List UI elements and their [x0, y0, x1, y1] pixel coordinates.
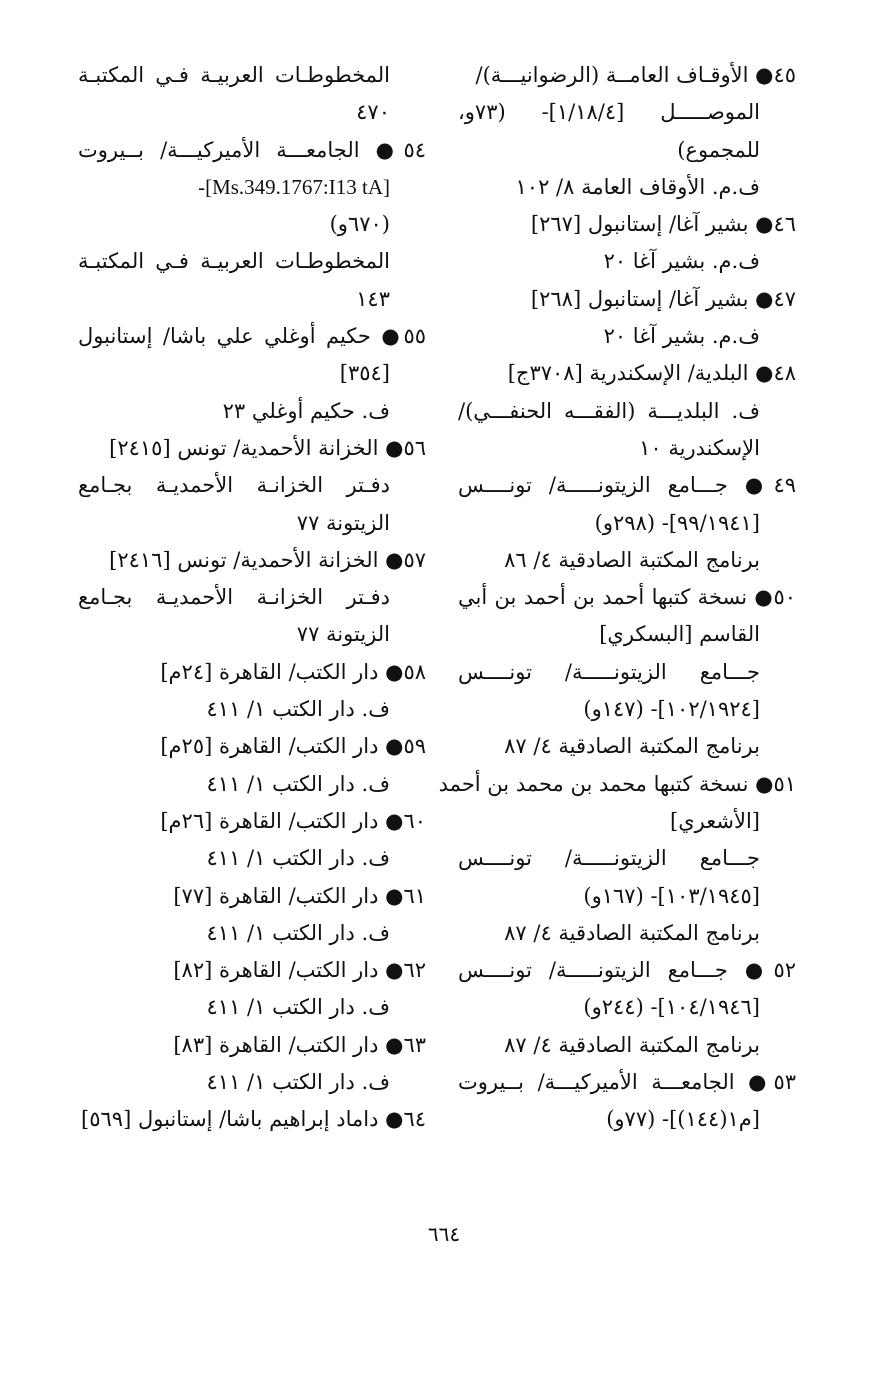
catalog-entry-heading: ٤٦● بشير آغا/ إستانبول [٢٦٧] — [530, 212, 796, 237]
catalog-entry-line: [م١(١٤٤)]- (٧٧و) — [606, 1107, 760, 1132]
catalog-entry-line: المخطوطـات العربيـة فـي المكتبـة — [78, 249, 390, 274]
catalog-entry-line: -[Ms.349.1767:I13 tA] — [198, 174, 390, 199]
catalog-entry-line: المخطوطـات العربيـة فـي المكتبـة — [78, 63, 390, 87]
catalog-entry-line: ف. دار الكتب ١/ ٤١١ — [206, 846, 390, 871]
catalog-entry-heading: ٥٥● حكيم أوغلي علي باشا/ إستانبول — [78, 324, 426, 349]
catalog-entry-line: ف. دار الكتب ١/ ٤١١ — [206, 771, 390, 796]
catalog-entry-line: [٩٩/١٩٤١]- (٢٩٨و) — [594, 510, 760, 535]
catalog-entry-line: الإسكندرية ١٠ — [639, 435, 760, 460]
catalog-entry-line: ف.م. بشير آغا ٢٠ — [603, 324, 760, 349]
catalog-entry-heading: ٦٢● دار الكتب/ القاهرة [٨٢] — [173, 958, 426, 983]
catalog-entry-line: ف. حكيم أوغلي ٢٣ — [222, 398, 390, 423]
catalog-entry-line: ف. البلديـــة (الفقـــه الحنفـــي)/ — [458, 398, 760, 423]
catalog-entry-heading: ٤٨● البلدية/ الإسكندرية [٣٧٠٨ج] — [507, 361, 796, 386]
catalog-entry-line: (٦٧٠و) — [329, 212, 390, 237]
catalog-entry-heading: ٦٣● دار الكتب/ القاهرة [٨٣] — [173, 1032, 426, 1057]
catalog-entry-line: برنامج المكتبة الصادقية ٤/ ٨٦ — [504, 547, 760, 572]
catalog-entry-heading: ٤٩● جـــامع الزيتونـــــة/ تونــــس — [458, 473, 796, 498]
catalog-entry-heading: ٥٣● الجامعـــة الأميركيـــة/ بــيروت — [458, 1070, 796, 1095]
catalog-entry-heading: ٥٢● جـــامع الزيتونـــــة/ تونــــس — [458, 958, 796, 983]
catalog-entry-line: للمجموع) — [677, 137, 760, 162]
catalog-entry-heading: ٥٠● نسخة كتبها أحمد بن أحمد بن أبي — [458, 585, 796, 610]
left-column — [78, 57, 426, 1139]
catalog-entry-line: الموصـــــل [١/١٨/٤]- (٧٣و، — [458, 100, 760, 125]
catalog-entry-heading: ٥٧● الخزانة الأحمدية/ تونس [٢٤١٦] — [109, 547, 426, 572]
catalog-entry-heading: ٤٧● بشير آغا/ إستانبول [٢٦٨] — [530, 286, 796, 311]
catalog-entry-line: [١٠٢/١٩٢٤]- (١٤٧و) — [583, 697, 760, 722]
catalog-entry-line: ف. دار الكتب ١/ ٤١١ — [206, 995, 390, 1020]
catalog-entry-heading: ٦١● دار الكتب/ القاهرة [٧٧] — [173, 883, 426, 908]
catalog-entry-line: القاسم [البسكري] — [599, 622, 760, 647]
catalog-entry-heading: ٥١● نسخة كتبها محمد بن محمد بن أحمد — [438, 771, 796, 796]
catalog-entry-heading: ٦٤● داماد إبراهيم باشا/ إستانبول [٥٦٩] — [81, 1107, 426, 1132]
catalog-entry-line: جـــامع الزيتونـــــة/ تونــــس — [458, 846, 760, 871]
catalog-entry-line: ف. دار الكتب ١/ ٤١١ — [206, 920, 390, 945]
catalog-entry-heading: ٤٥● الأوقـاف العامــة (الرضوانيـــة)/ — [475, 63, 796, 87]
catalog-entry-heading: ٥٦● الخزانة الأحمدية/ تونس [٢٤١٥] — [109, 435, 426, 460]
catalog-entry-line: دفـتر الخزانـة الأحمديـة بجـامع — [78, 473, 390, 498]
catalog-entry-heading: ٥٩● دار الكتب/ القاهرة [٢٥م] — [160, 734, 426, 759]
catalog-entry-line: ف. دار الكتب ١/ ٤١١ — [206, 697, 390, 722]
catalog-entry-line: [الأشعري] — [670, 808, 760, 833]
catalog-entry-line: برنامج المكتبة الصادقية ٤/ ٨٧ — [504, 920, 760, 945]
catalog-entry-line: الزيتونة ٧٧ — [296, 510, 390, 535]
catalog-entry-line: دفـتر الخزانـة الأحمديـة بجـامع — [78, 585, 390, 610]
catalog-entry-line: برنامج المكتبة الصادقية ٤/ ٨٧ — [504, 734, 760, 759]
page-number: ٦٦٤ — [427, 1222, 461, 1246]
catalog-entry-line: ١٤٣ — [356, 286, 390, 311]
catalog-entry-line: ف.م. بشير آغا ٢٠ — [603, 249, 760, 274]
catalog-entry-line: [١٠٣/١٩٤٥]- (١٦٧و) — [583, 883, 760, 908]
catalog-entry-heading: ٦٠● دار الكتب/ القاهرة [٢٦م] — [160, 808, 426, 833]
catalog-entry-line: برنامج المكتبة الصادقية ٤/ ٨٧ — [504, 1032, 760, 1057]
catalog-entry-line: ف. دار الكتب ١/ ٤١١ — [206, 1070, 390, 1095]
catalog-entry-heading: ٥٤● الجامعـــة الأميركيـــة/ بــيروت — [78, 137, 426, 162]
catalog-entry-heading: ٥٨● دار الكتب/ القاهرة [٢٤م] — [160, 659, 426, 684]
catalog-entry-line: [٣٥٤] — [339, 361, 390, 386]
catalog-entry-line: جـــامع الزيتونـــــة/ تونــــس — [458, 659, 760, 684]
right-column — [438, 57, 796, 1139]
catalog-entry-line: الزيتونة ٧٧ — [296, 622, 390, 647]
catalog-entry-line: ف.م. الأوقاف العامة ٨/ ١٠٢ — [515, 174, 760, 199]
catalog-entry-line: [١٠٤/١٩٤٦]- (٢٤٤و) — [583, 995, 760, 1020]
catalog-entry-line: ٤٧٠ — [356, 100, 390, 125]
